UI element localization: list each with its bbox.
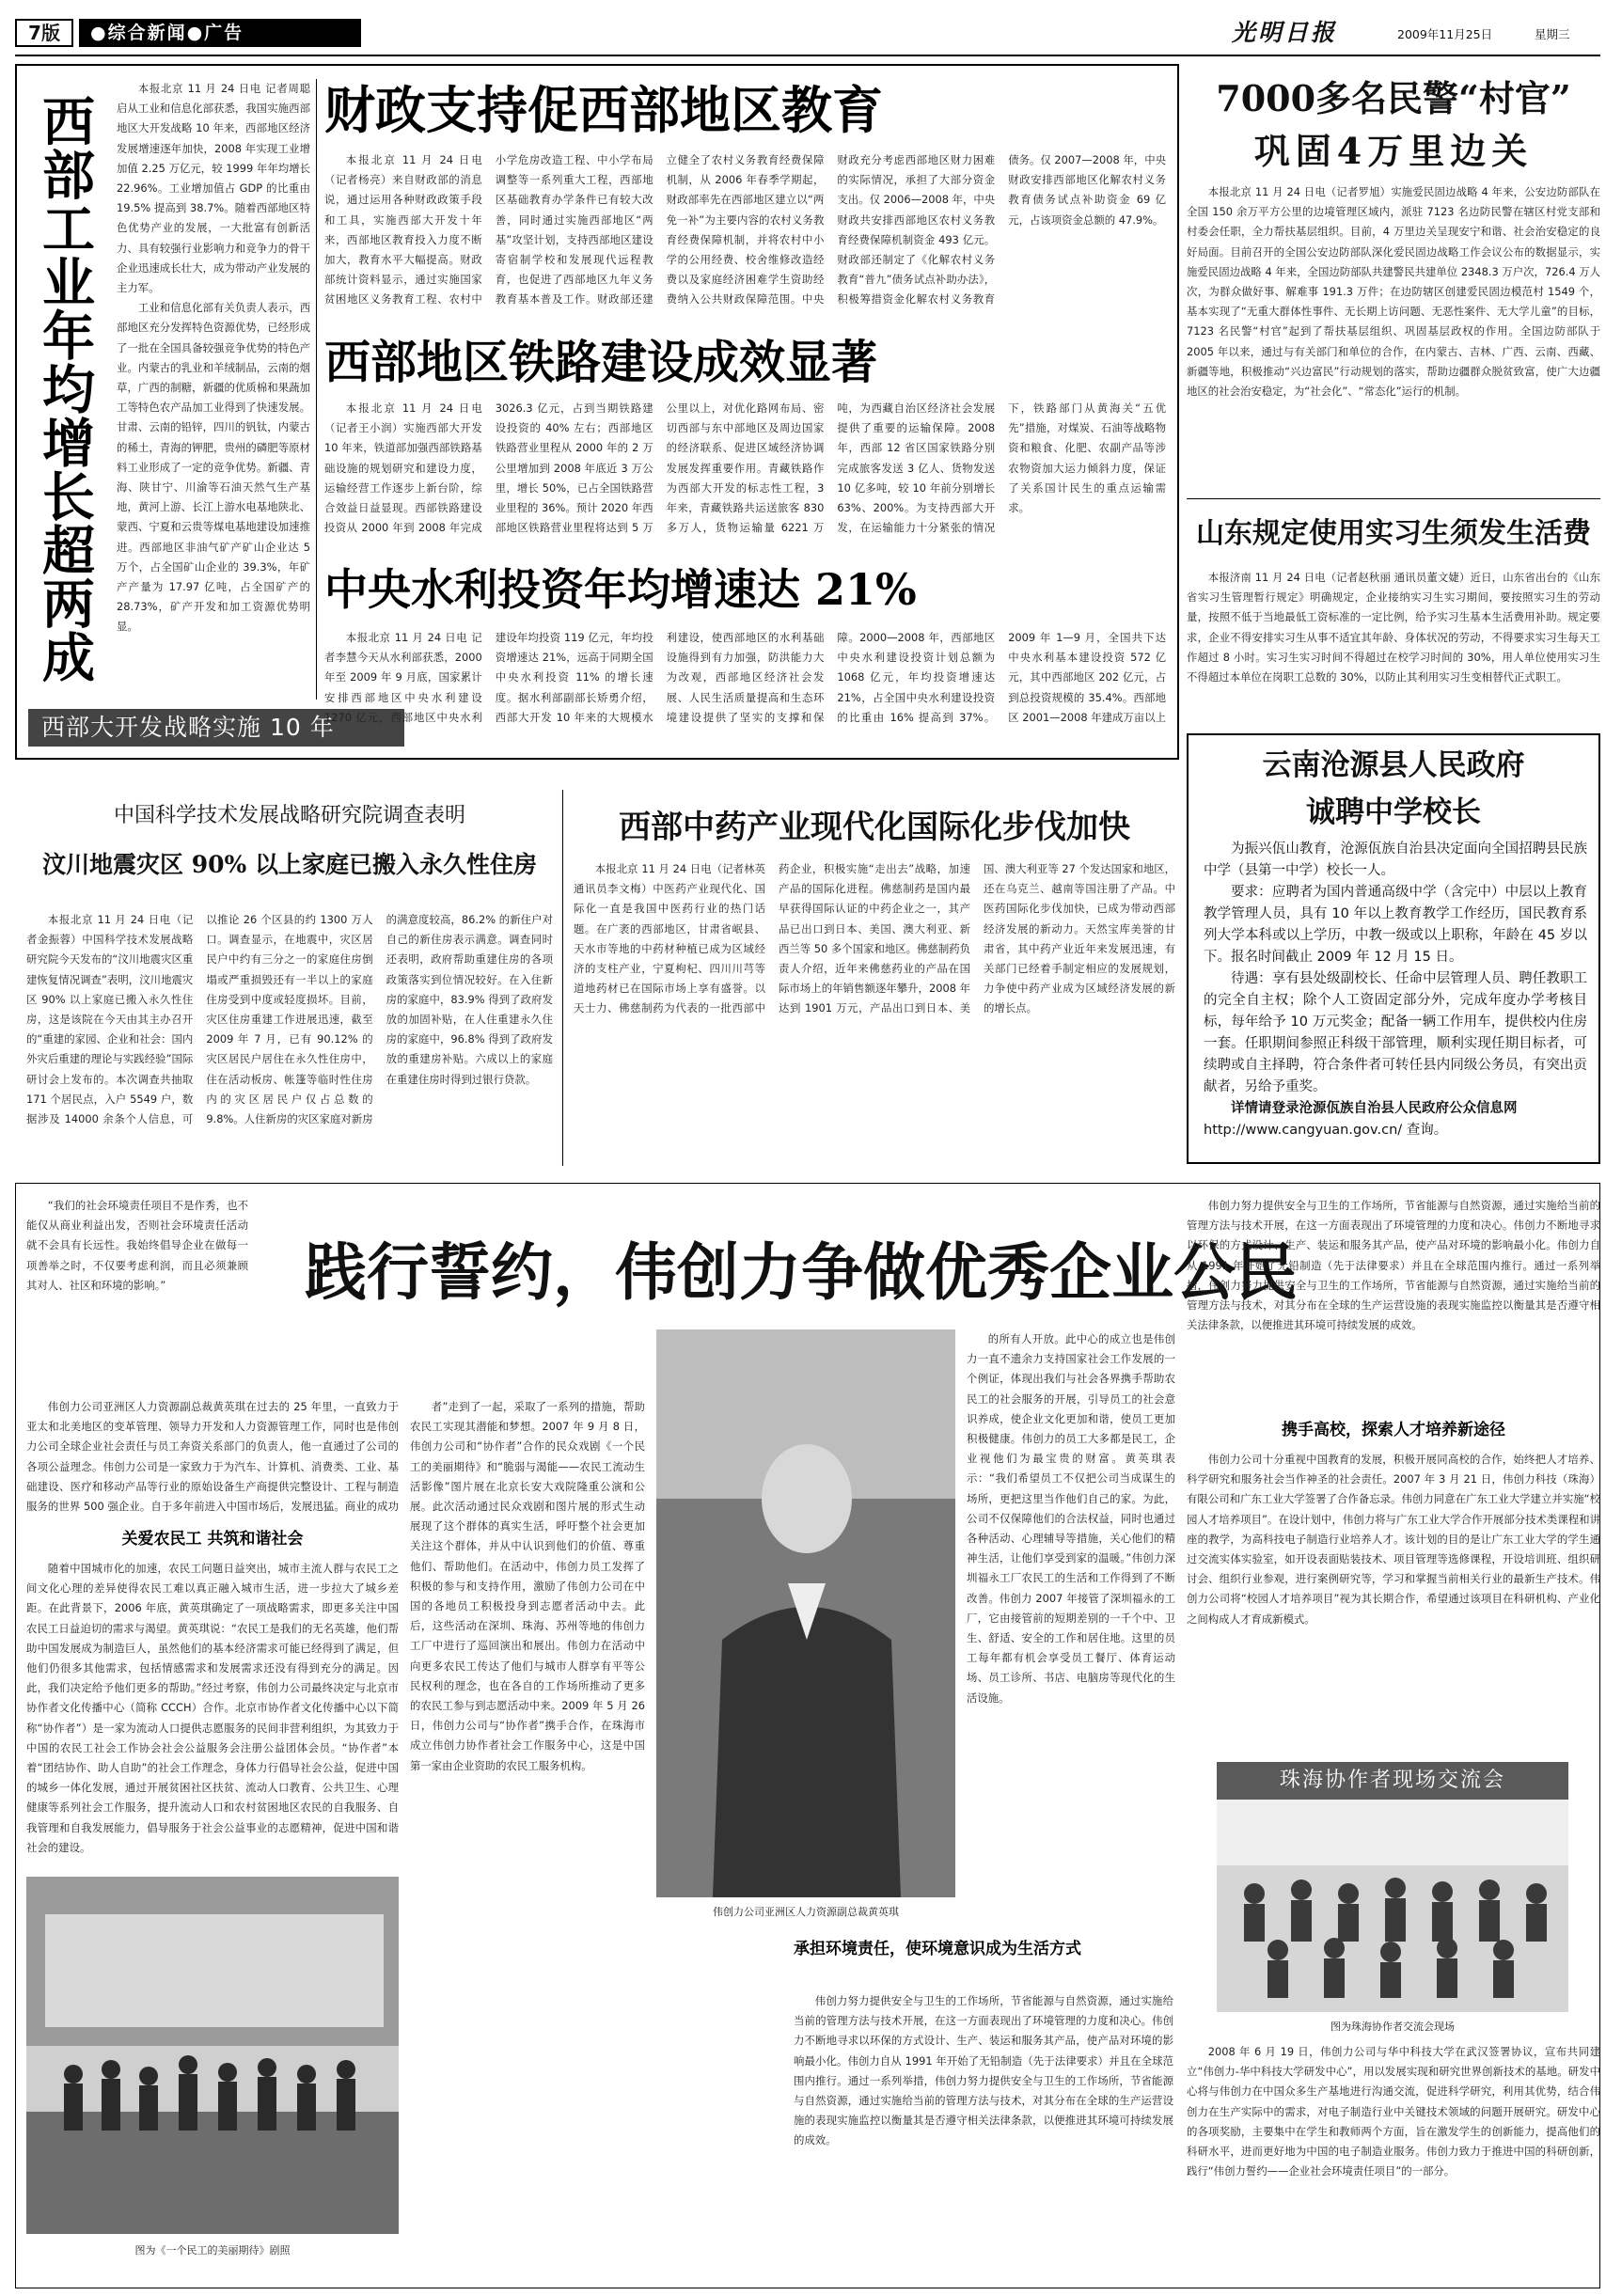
police-title-line1: 7000多名民警“村官” bbox=[1216, 77, 1571, 119]
group-photo-illustration bbox=[1217, 1800, 1568, 2012]
west-vertical-title bbox=[32, 94, 107, 696]
railway-headline: 西部地区铁路建设成效显著 bbox=[324, 335, 878, 389]
flex-headline: 践行誓约，伟创力争做优秀企业公民 bbox=[305, 1236, 1298, 1309]
stage-photo-illustration bbox=[26, 1877, 399, 2234]
west-banner: 西部大开发战略实施 10 年 bbox=[28, 709, 404, 747]
flex-subhead-3: 承担环境责任，使环境意识成为生活方式 bbox=[794, 1940, 1081, 1958]
recruitment-requirements: 要求：应聘者为国内普通高级中学（含完中）中层以上教育教学管理人员，具有 10 年以上教育教学工作经历，国民教育系列大学本科或以上学历，中教一级或以上职称，年龄在 45 岁以下。报名时间截止 2009 年 12 月 15 日。 bbox=[1204, 885, 1587, 965]
wenchuan-article: 本报北京 11 月 24 日电（记者金振蓉）中国科学技术发展战略研究院今天发布的“汶川地震灾区重建恢复情况调查”表明，汶川地震灾区 90% 以上家庭已搬入永久性住房，这是该院在今天由其主办召开的“重建的家园、企业和社会：国内外灾后重建的理论与实践经验”国际研讨会上发布的。本次调查共抽取 171 个居民点，入户 5549 户，数据涉及 14000 余条个人信息，可以推论 26 个区县的约 1300 万人口。调查显示，在地震中，灾区居民户中约有三分之一的家庭住房倒塌或严重损毁还有一半以上的家庭住房受到中度或轻度损坏。目前，灾区住房重建工作进展迅速，截至 2009 年 7 月，已有 90.12% 的灾区居民户居住在永久性住房中，住在活动板房、帐篷等临时性住房内的灾区居民户仅占总数的 9.8%。人住新房的灾区家庭对新房的满意度较高，86.2% 的新住户对自己的新住房表示满意。调查同时还表明，政府帮助重建住房的各项政策落实到位情况较好。在入住新房的家庭中，83.9% 得到了政府发放的加固补贴，在人住重建永久住房的家庭中，96.8% 得到了政府发放的重建房补贴。六成以上的家庭在重建住房时得到过银行贷款。 bbox=[26, 913, 553, 1126]
shandong-article: 本报济南 11 月 24 日电（记者赵秋丽 通讯员董文婕）近日，山东省出台的《山东省实习生管理暂行规定》明确规定，企业接纳实习生实习期间，要按照实习生的劳动量，按照不低于当地最低工资标准的一定比例，给予实习生基本生活费用补助。规定要求，企业不得安排实习生从事不适宜其年龄、身体状况的劳动，不得要求实习生每天工作超过 8 小时。实习生实习时间不得超过在校学习时间的 30%，用人单位使用实习生不得超过本单位在岗职工总数的 30%，以防止其利用实习生变相替代正式职工。 bbox=[1187, 571, 1600, 684]
water-headline: 中央水利投资年均增速达 21% bbox=[324, 564, 917, 615]
portrait-photo-illustration bbox=[656, 1329, 955, 1897]
police-article: 本报北京 11 月 24 日电（记者罗旭）实施爱民固边战略 4 年来，公安边防部队在全国 150 余万平方公里的边境管理区域内，派驻 7123 名边防民警在辖区村党支部和村委会任职，全力帮扶基层组织。目前，4 万里边关呈现安宁和谐、社会治安稳定的良好局面。目前召开的全国公安边防部队深化爱民固边战略工作会议公布的数据显示，实施爱民固边战略 4 年来，全国边防部队共建警民共建单位 2348.3 万户次，726.4 万人次，为群众做好事、解难事 191.3 万件；在边防辖区创建爱民固边模范村 1549 个，基本实现了“无重大群体性事件、无长期上访问题、无恶性案件、无大学儿童”的目标，7123 名民警“村官”起到了帮扶基层组织、巩固基层政权的作用。全国边防部队于 2005 年以来，通过与有关部门和单位的合作，在内蒙古、吉林、广西、云南、西藏、新疆等地，积极推动“兴边富民”行动规划的落实，帮助边疆群众脱贫致富，使广大边疆地区的社会治安稳定，为“社会化”、“常态化”运行的机制。 bbox=[1187, 185, 1600, 399]
education-headline: 财政支持促西部地区教育 bbox=[324, 80, 883, 140]
recruitment-benefits: 待遇：享有县处级副校长、任命中层管理人员、聘任教职工的完全自主权；除个人工资固定部分外，完成年度办学考核目标，每年给予 10 万元奖金；配备一辆工作用车，提供校内住房一套。任职期间参照正科级干部管理，顺利实现任期目标者，可续聘或自主择聘，符合条件者可转任县内同级公务员，有突出贡献者，另给予重奖。 bbox=[1204, 971, 1587, 1094]
police-title-line2: 巩固4万里边关 bbox=[1253, 130, 1534, 172]
wenchuan-kicker: 中国科学技术发展战略研究院调查表明 bbox=[113, 804, 465, 827]
flex-column-2: 随着中国城市化的加速，农民工问题日益突出，城市主流人群与农民工之间文化心理的差异使得农民工难以真正融入城市生活，进一步拉大了城乡差距。在此背景下，2006 年底，黄英琪确定了一项战略需求，即更多关注中国农民工日益迫切的需求与渴望。黄英琪说：“农民工是我们的无名英雄，他们帮助中国发展成为制造巨人，虽然他们的基本经济需求可能已经得到了满足，但他们仍很多其他需求，包括情感需求和发展需求还没有得到充分的满足。因此，我们决定给予他们更多的帮助。”经过考察，伟创力公司最终决定与北京市协作者文化传播中心（简称 CCCH）合作。北京市协作者文化传播中心以下简称“协作者”）是一家为流动人口提供志愿服务的民间非营利组织，为其致力于中国的农民工社会工作协会社会公益服务会注册公益团体会员。“协作者”本着“团结协作、助人自助”的社会工作理念，身体力行倡导社会公益，促进中国的城乡一体化发展，通过开展贫困社区扶贫、流动人口教育、公共卫生、心理健康等系列社会工作服务，提升流动人口和农村贫困地区农民的自我服务、自我管理和自我发展能力，倡导服务于社会公益事业的志愿精神，促进中国和谐社会的建设。 bbox=[26, 1562, 399, 1854]
police-divider bbox=[1187, 498, 1600, 499]
west-vertical-title-text: 西部工业年均增长超两成 bbox=[34, 94, 96, 684]
middle-rule bbox=[562, 790, 563, 1166]
recruitment-intro: 为振兴佤山教育，沧源佤族自治县决定面向全国招聘县民族中学（县第一中学）校长一人。 bbox=[1204, 841, 1587, 878]
issue-date: 2009年11月25日 bbox=[1397, 27, 1493, 41]
flex-column-3: 者”走到了一起，采取了一系列的措施，帮助农民工实现其潜能和梦想。2007 年 9 月 8 日，伟创力公司和“协作者”合作的民众戏剧《一个民工的美丽期待》和“脆弱与渴能——农民工流动生活影像”图片展在北京长安大戏院隆重公演和公展。此次活动通过民众戏剧和图片展的形式生动展现了这个群体的真实生活，呼吁整个社会更加关注这个群体，并从中认识到他们的价值、尊重他们、帮助他们。在活动中，伟创力员工发挥了积极的参与和支持作用，激励了伟创力公司在中国的各地员工积极投身到志愿者活动中去。此后，这些活动在深圳、珠海、苏州等地的伟创力工厂中进行了巡回演出和展出。伟创力在活动中向更多农民工传达了他们与城市人群享有平等公民权利的理念，也在各自的工作场所推动了更多的农民工参与到志愿活动中来。2009 年 5 月 26 日，伟创力公司与“协作者”携手合作，在珠海市成立伟创力协作者社会工作服务中心，这是中国第一家由企业资助的农民工服务机构。 bbox=[410, 1400, 645, 1772]
tcm-article: 本报北京 11 月 24 日电（记者林英 通讯员李文梅）中医药产业现代化、国际化一直是我国中医药行业的热门话题。在广袤的西部地区，甘肃省岷县、天水市等地的中药材种植已成为区域经济的支柱产业，宁夏枸杞、四川川芎等道地药材已在国际市场上享有盛誉。以天士力、佛慈制药为代表的一批西部中药企业，积极实施“走出去”战略，加速产品的国际化进程。佛慈制药是国内最早获得国际认证的中药企业之一，其产品已出口到日本、美国、澳大利亚、新西兰等 50 多个国家和地区。佛慈制药负责人介绍，近年来佛慈药业的产品在国际市场上的年销售额逐年攀升，2008 年达到 1901 万元，产品出口到日本、美国、澳大利亚等 27 个发达国家和地区，还在乌克兰、越南等国注册了产品。中医药国际化步伐加快，已成为带动西部经济发展的新动力。天然宝库美誉的甘肃省，其中药产业近年来发展迅速，有关部门已经着手制定相应的发展规划，力争使中药产业成为区域经济发展的新的增长点。 bbox=[574, 862, 1175, 1015]
flex-column-5: 伟创力努力提供安全与卫生的工作场所，节省能源与自然资源，通过实施给当前的管理方法与技术开展，在这一方面表现出了环境管理的力度和决心。伟创力不断地寻求以环保的方式设计、生产、装运和服务其产品，使产品对环境的影响最小化。伟创力自从 1991 年开始了无铅制造（先于法律要求）并且在全球范围内推行。通过一系列举措，伟创力努力提供安全与卫生的工作场所，节省能源与自然资源，通过实施给当前的管理方法与技术，对其分布在全球的生产运营设施的表现实施监控以衡量其是否遵守相关法律条款，以便推进其环境可持续发展的成效。 bbox=[794, 1994, 1173, 2147]
recruitment-contact: 详情请登录沧源佤族自治县人民政府公众信息网 bbox=[1231, 1101, 1518, 1116]
west-column-rule bbox=[316, 79, 317, 700]
west-side-article bbox=[117, 79, 310, 737]
shandong-title: 山东规定使用实习生须发生活费 bbox=[1196, 517, 1591, 550]
west-side-para-2: 工业和信息化部有关负责人表示，西部地区充分发挥特色资源优势，已经形成了一批在全国具备较强竞争优势的特色产业。内蒙古的乳业和羊绒制品，云南的烟草，广西的制糖，新疆的优质棉和果蔬加工等特色农产品加工业得到了快速发展。甘肃、云南的铅锌，四川的钒钛，内蒙古的稀土，青海的钾肥，贵州的磷肥等原材料工业形成了一定的竞争优势。新疆、青海、陕甘宁、川渝等石油天然气生产基地，黄河上游、长江上游水电基地陕北、蒙西、宁夏和云贵等煤电基地建设加速推进。西部地区非油气矿产矿山企业达 5 万个，占全国矿山企业的 39.3%，年矿产产量为 17.97 亿吨，占全国矿产的 28.73%，矿产开发和加工资源优势明显。 bbox=[117, 301, 310, 634]
recruitment-url[interactable]: http://www.cangyuan.gov.cn/ 查询。 bbox=[1204, 1123, 1448, 1138]
flex-column-7: 2008 年 6 月 19 日，伟创力公司与华中科技大学在武汉签署协议，宣布共同建立“伟创力-华中科技大学研发中心”，用以发展实现和研究世界创新技术的基地。研发中心将与伟创力在中国众多生产基地进行沟通交流，促进科学研究，利用其优势，结合伟创力在生产实际中的需求，对电子制造行业中关键技术领域的问题开展研究。研发中心的各项奖励，主要集中在学生和教师两个方面，旨在激发学生的创新能力，提高他们的科研水平，进而更好地为中国的电子制造业服务。伟创力致力于推进中国的科研创新，践行“伟创力誓约——企业社会环境责任项目”的一部分。 bbox=[1187, 2045, 1600, 2178]
recruitment-ad-title-line2: 诚聘中学校长 bbox=[1306, 795, 1481, 829]
tcm-headline: 西部中药产业现代化国际化步伐加快 bbox=[619, 809, 1130, 846]
page-header bbox=[0, 0, 1606, 56]
portrait-photo bbox=[656, 1329, 955, 1897]
flex-column-1: 伟创力公司亚洲区人力资源副总裁黄英琪在过去的 25 年里，一直致力于亚太和北美地区的变革管理、领导力开发和人力资源管理工作，同时也是伟创力公司全球企业社会责任与员工奔资关系部门的负责人，他一直通过了公司的各项公益理念。伟创力公司是一家致力于为汽车、计算机、消费类、工业、基础建设、医疗和移动产品等行业的原始设备生产商提供完整设计、工程与制造服务的世界 500 强企业。自于多年前进入中国市场后，发展迅猛。商业的成功 bbox=[26, 1400, 399, 1514]
stage-photo bbox=[26, 1877, 399, 2234]
flex-column-6: 伟创力公司十分重视中国教育的发展，积极开展同高校的合作，始终把人才培养、科学研究和服务社会当作神圣的社会责任。2007 年 3 月 21 日，伟创力科技（珠海）有限公司和广东工业大学签署了合作备忘录。伟创力同意在广东工业大学建立并实施“校园人才培养项目”。在设计划中，伟创力将与广东工业大学合作开展部分技术类课程和讲座的教学，为高科技电子制造行业培养人才。该计划的目的是让广东工业大学的学生通过交流实体实验室，如开设表面贴装技术、项目管理等选修课程，开设培训班、组织研讨会、组织行业参观，进行案例研究等，学习和掌握当前相关行业的最新生产技术。伟创力公司将“校园人才培养项目”视为其长期合作，希望通过该项目在科研机构、产业化之间构成人才育成新模式。 bbox=[1187, 1453, 1600, 1626]
wenchuan-headline: 汶川地震灾区 90% 以上家庭已搬入永久性住房 bbox=[42, 851, 537, 878]
section-label: ●综合新闻●广告 bbox=[79, 19, 361, 47]
group-photo-caption: 图为珠海协作者交流会现场 bbox=[1330, 2021, 1455, 2033]
flex-column-6-top: 伟创力努力提供安全与卫生的工作场所，节省能源与自然资源，通过实施给当前的管理方法与技术开展，在这一方面表现出了环境管理的力度和决心。伟创力不断地寻求以环保的方式设计、生产、装运和服务其产品，使产品对环境的影响最小化。伟创力自从 1991 年开始了无铅制造（先于法律要求）并且在全球范围内推行。通过一系列举措，伟创力努力提供安全与卫生的工作场所，节省能源与自然资源，通过实施给当前的管理方法与技术，对其分布在全球的生产运营设施的表现实施监控以衡量其是否遵守相关法律条款，以便推进其环境可持续发展的成效。 bbox=[1187, 1199, 1600, 1332]
education-article: 本报北京 11 月 24 日电（记者杨亮）来自财政部的消息说，通过运用各种财政政策手段和工具，实施西部大开发十年来，西部地区教育投入力度不断加大，教育水平大幅提高。财政部统计资料显示，通过实施国家贫困地区义务教育工程、农村中小学危房改造工程、中小学布局调整等一系列重大工程，西部地区基础教育办学条件已有较大改善，同时通过实施西部地区“两基”攻坚计划，支持西部地区建设寄宿制学校和发展现代远程教育，也促进了西部地区九年义务教育基本普及工作。财政部还建立健全了农村义务教育经费保障机制，从 2006 年春季学期起，财政部率先在西部地区建立以“两免一补”为主要内容的农村义务教育经费保障机制，并将农村中小学的公用经费、校舍维修改造经费以及家庭经济困难学生资助经费纳入公共财政保障范围。中央财政充分考虑西部地区财力困难的实际情况，承担了大部分资金支出。仅 2006—2008 年，中央财政共安排西部地区农村义务教育经费保障机制资金 493 亿元。财政部还制定了《化解农村义务教育“普九”债务试点补助办法》，积极筹措资金化解农村义务教育债务。仅 2007—2008 年，中央财政安排西部地区化解农村义务教育债务试点补助资金 69 亿元，占该项资金总额的 47.9%。 bbox=[324, 153, 1166, 307]
masthead-logo: 光明日报 bbox=[1232, 19, 1338, 46]
west-side-para-1: 本报北京 11 月 24 日电 记者周聪启从工业和信息化部获悉，我国实施西部地区大开发战略 10 年来，西部地区经济发展增速逐年加快，2008 年实现工业增加值 2.25 万亿元，较 1999 年年均增长 22.96%。工业增加值占 GDP 的比重由 19.5% 提高到 38.7%。随着西部地区特色优势产业的发展，一大批富有创新活力、具有较强行业影响力和竞争力的骨干企业迅速成长壮大，成为带动产业发展的主力军。 bbox=[117, 82, 310, 295]
flex-subhead-1: 关爱农民工 共筑和谐社会 bbox=[121, 1530, 304, 1549]
page-number: 7版 bbox=[15, 19, 73, 47]
portrait-photo-caption: 伟创力公司亚洲区人力资源副总裁黄英琪 bbox=[713, 1906, 899, 1918]
group-photo-banner: 珠海协作者现场交流会 bbox=[1217, 1762, 1568, 1800]
flex-quote: “我们的社会环境责任项目不是作秀，也不能仅从商业利益出发，否则社会环境责任活动就不会具有长远性。我始终倡导企业在做每一项善举之时，不仅要考虑利润，而且必须兼顾其对人、社区和环境的影响。” bbox=[26, 1199, 248, 1292]
issue-weekday: 星期三 bbox=[1535, 27, 1570, 41]
recruitment-ad-body bbox=[1204, 839, 1587, 1158]
recruitment-ad-title-line1: 云南沧源县人民政府 bbox=[1262, 748, 1525, 782]
flex-subhead-2: 携手高校，探索人才培养新途径 bbox=[1282, 1421, 1505, 1439]
group-photo bbox=[1217, 1800, 1568, 2012]
flex-column-4: 的所有人开放。此中心的成立也是伟创力一直不遗余力支持国家社会工作发展的一个例证，体现出我们与社会各界携手帮助农民工的社会服务的开展，引导员工的社会意识养成，使企业文化更加和谐，使员工更加积极健康。伟创力的员工大多都是民工，企业视他们为最宝贵的财富。黄英琪表示：“我们希望员工不仅把公司当成谋生的场所，更把这里当作他们自己的家。为此，公司不仅保障他们的合法权益，同时也通过各种活动、心理辅导等措施，关心他们的精神生活，让他们享受到家的温暖。”伟创力深圳福永工厂农民工的生活和工作得到了不断改善。伟创力 2007 年接管了深圳福永的工厂，它由接管前的短期差别的一千个中、卫生、舒适、安全的工作和居住地。这里的员工每年都有机会享受员工餐厅、体育运动场、员工诊所、书店、电脑房等现代化的生活设施。 bbox=[967, 1332, 1175, 1705]
stage-photo-caption: 图为《一个民工的美丽期待》剧照 bbox=[134, 2244, 291, 2257]
railway-article: 本报北京 11 月 24 日电（记者王小润）实施西部大开发 10 年来，铁道部加强西部铁路基础设施的规划研究和建设力度，运输经营工作逐步上新台阶，综合效益日益显现。西部铁路建设投资从 2000 年到 2008 年完成 3026.3 亿元，占到当期铁路建设投资的 40% 左右；西部地区铁路营业里程从 2000 年的 2 万公里增加到 2008 年底近 3 万公里，增长 50%，已占全国铁路营业里程的 36%。预计 2020 年西部地区铁路营业里程将达到 5 万公里以上，对优化路网布局、密切西部与东中部地区及周边国家的经济联系、促进区域经济协调发展发挥重要作用。青藏铁路作为西部大开发的标志性工程，3 年来，青藏铁路共运送旅客 830 多万人，货物运输量 6221 万吨，为西藏自治区经济社会发展提供了重要的运输保障。2008 年，西部 12 省区国家铁路分别完成旅客发送 3 亿人、货物发送 10 亿多吨，较 10 年前分别增长 63%、200%。为支持西部大开发，在运输能力十分紧张的情况下，铁路部门从黄海关“五优先”措施，对煤炭、石油等战略物资和粮食、化肥、农副产品等涉农物资加大运力倾斜力度，保证了关系国计民生的重点运输需求。 bbox=[324, 401, 1166, 535]
header-rule bbox=[15, 55, 1600, 56]
water-article: 本报北京 11 月 24 日电 记者李慧今天从水利部获悉，2000 年至 2009 年 9 月底，国家累计安排西部地区中央水利建设 1270 亿元，西部地区中央水利建设年均投资 119 亿元，年均投资增速达 21%，远高于同期全国中央水利投资 11% 的增长速度。据水利部副部长矫勇介绍，西部大开发 10 年来的大规模水利建设，使西部地区的水利基础设施得到有力加强，防洪能力大为改观，西部地区经济社会发展、人民生活质量提高和生态环境建设提供了坚实的支撑和保障。2000—2008 年，西部地区中央水利建设投资计划总额为 1068 亿元，年均投资增速达 21%，占全国中央水利建设投资的比重由 16% 提高到 37%。2009 年 1—9 月，全国共下达中央水利基本建设投资 572 亿元，其中西部地区 202 亿元，占到总投资规模的 35.4%。西部地区 2001—2008 年建成万亩以上 bbox=[324, 631, 1166, 724]
